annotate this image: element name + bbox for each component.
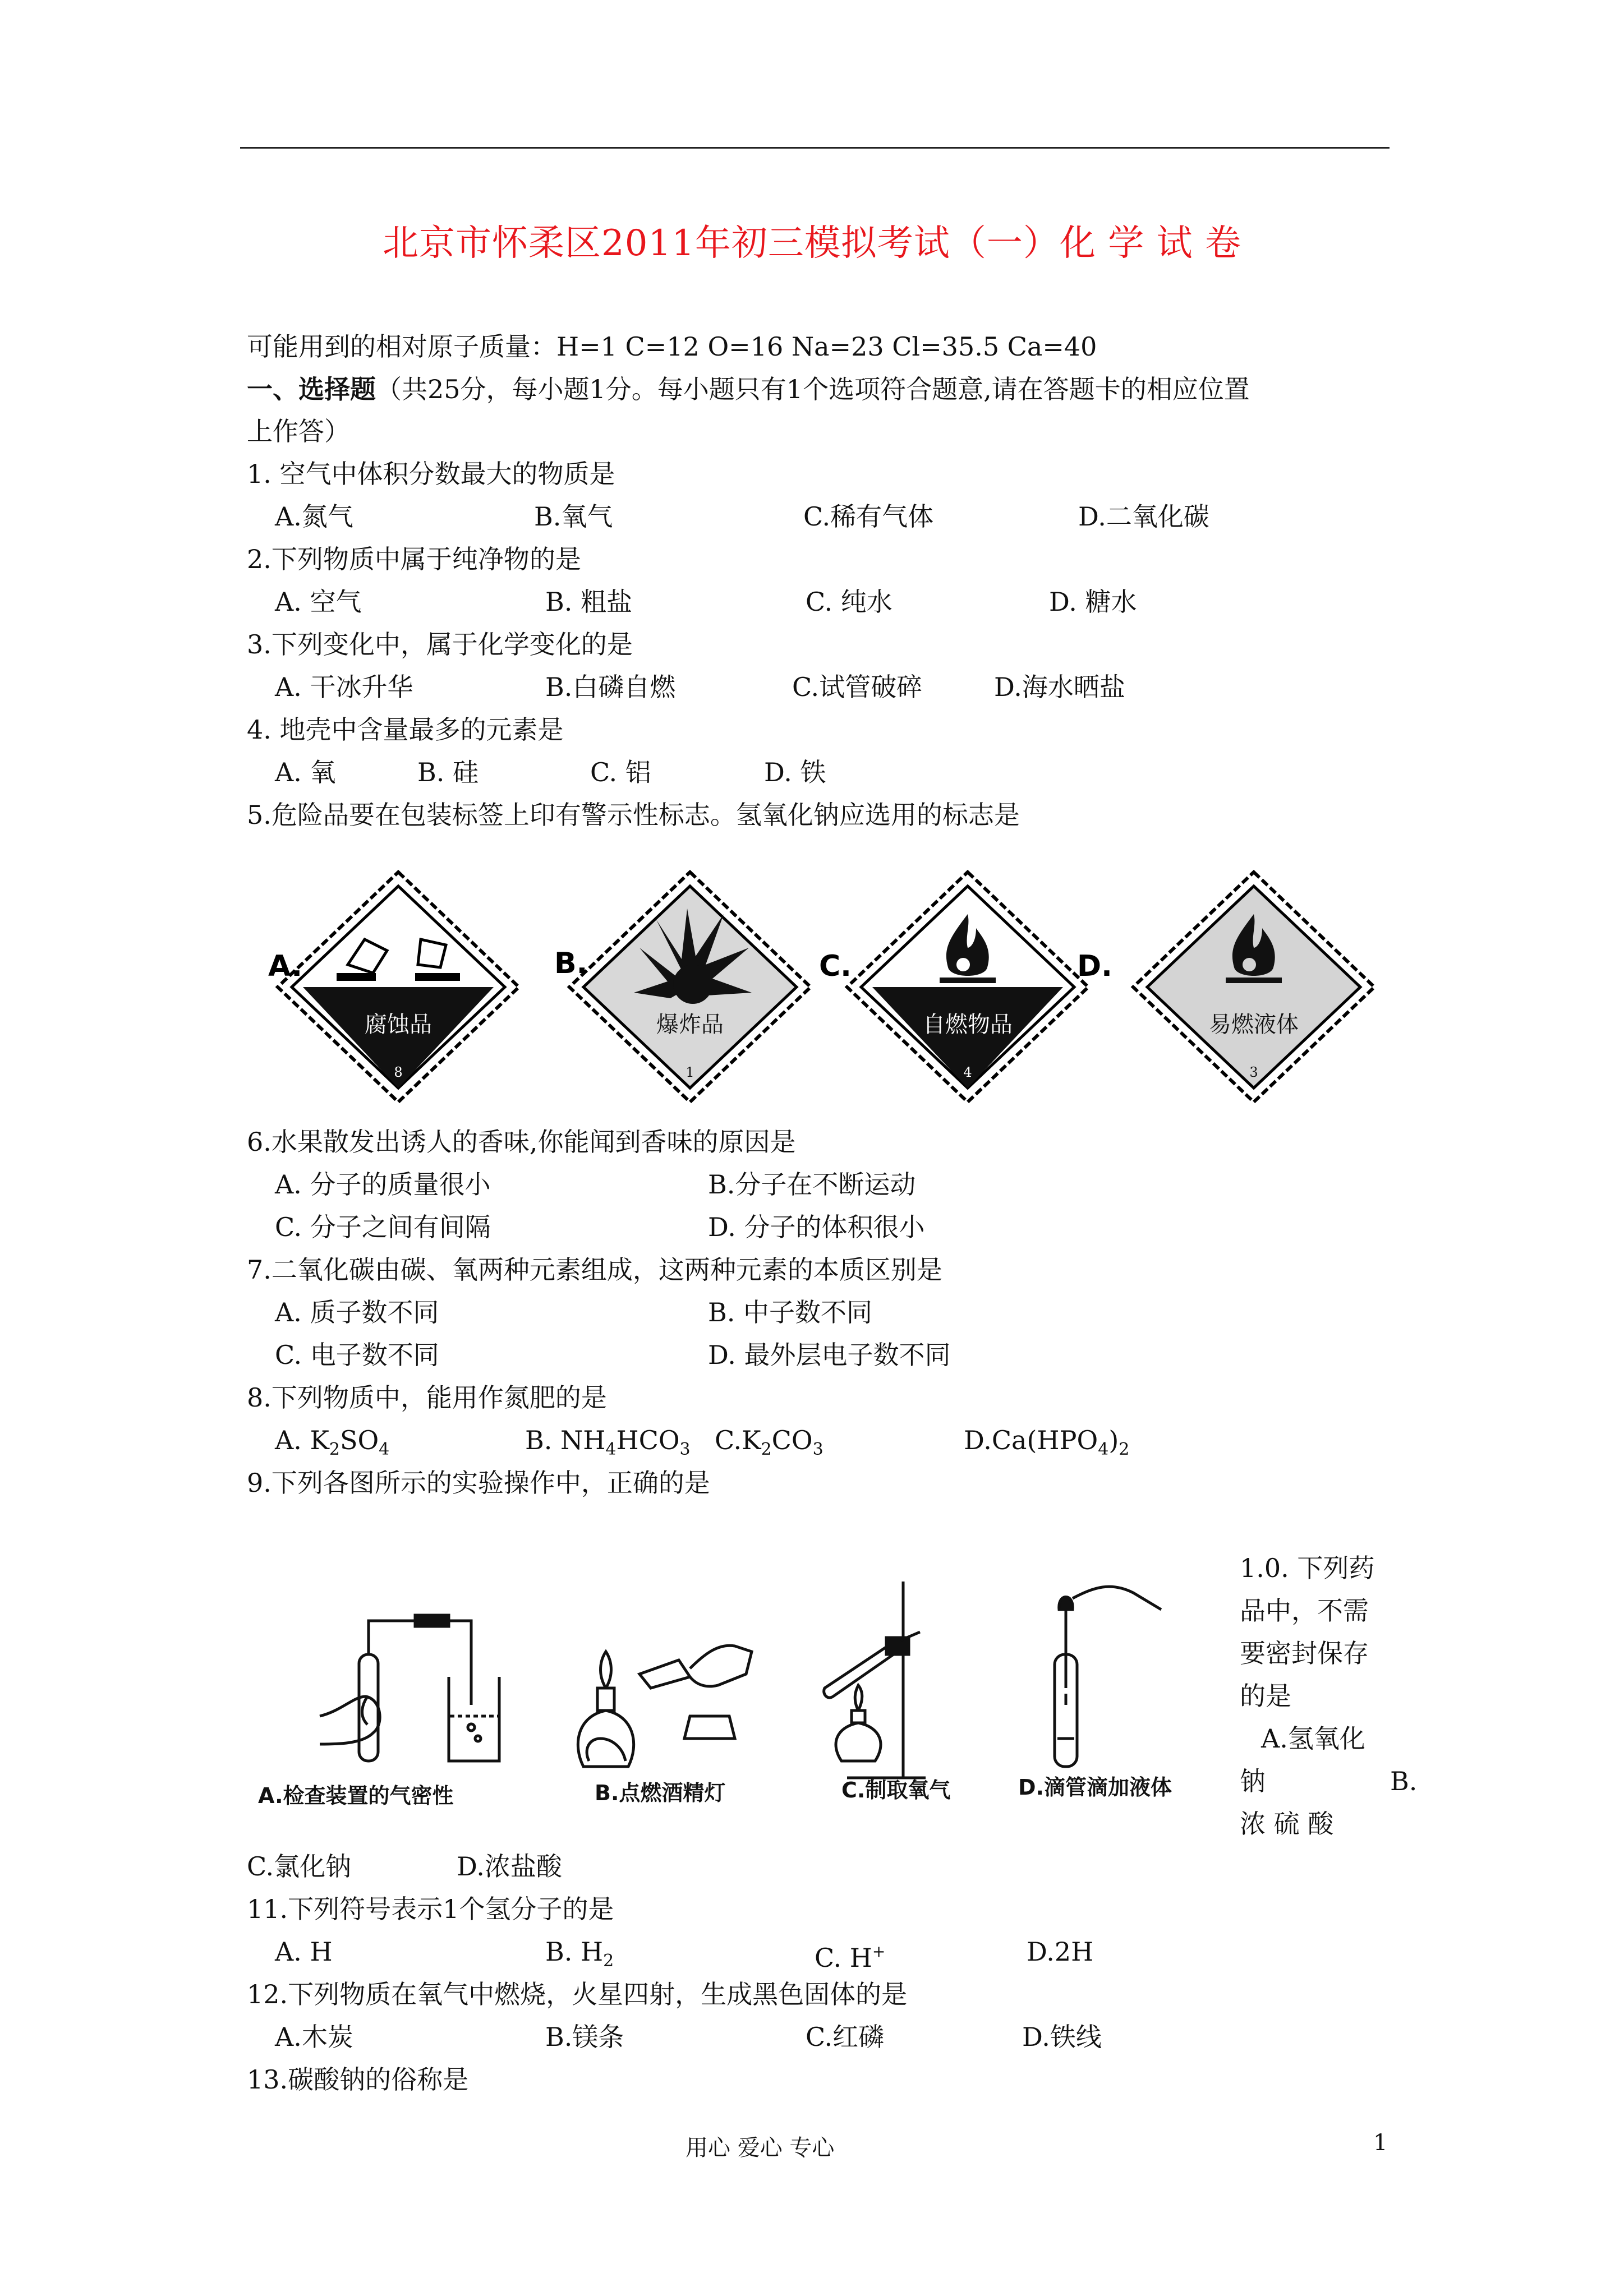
q4-option-d: D. 铁 [764, 757, 826, 787]
q1-option-c: C.稀有气体 [803, 501, 934, 532]
explosive-sign-icon [554, 872, 811, 1102]
q10-option-a: A.氢氧化 [1261, 1723, 1365, 1754]
page-footer: 用心 爱心 专心 [686, 2135, 835, 2161]
q12-option-d: D.铁线 [1022, 2022, 1102, 2052]
q8-stem: 8.下列物质中，能用作氮肥的是 [247, 1382, 607, 1413]
q2-option-d: D. 糖水 [1049, 587, 1137, 617]
q7-option-a: A. 质子数不同 [275, 1297, 439, 1327]
section1-desc: （共25分，每小题1分。每小题只有1个选项符合题意,请在答题卡的相应位置 [376, 374, 1250, 404]
sign-c-letter: C. [819, 949, 852, 983]
dropper-icon [1055, 1587, 1161, 1767]
airtightness-check-icon [320, 1615, 499, 1761]
q9-stem: 9.下列各图所示的实验操作中，正确的是 [247, 1468, 710, 1498]
q9-caption-c: C.制取氧气 [841, 1778, 951, 1802]
q1-stem: 1. 空气中体积分数最大的物质是 [247, 459, 615, 489]
q6-option-d: D. 分子的体积很小 [708, 1212, 925, 1242]
q1-option-d: D.二氧化碳 [1078, 501, 1209, 532]
q11-stem: 11.下列符号表示1个氢分子的是 [247, 1894, 614, 1924]
q10-line-1: 1.0. 下列药 [1240, 1553, 1375, 1583]
sign-a-number: 8 [394, 1064, 403, 1080]
q4-option-c: C. 铝 [590, 757, 651, 787]
q12-option-b: B.镁条 [545, 2022, 624, 2052]
q10-option-a-cont: 钠 [1240, 1766, 1266, 1796]
section1-header [247, 374, 1250, 405]
header-rule [240, 147, 1390, 149]
q3-stem: 3.下列变化中，属于化学变化的是 [247, 629, 633, 660]
q12-option-c: C.红磷 [806, 2022, 885, 2052]
page-number: 1 [1373, 2130, 1388, 2156]
sign-d-label: 易燃液体 [1209, 1012, 1299, 1038]
spontaneous-combustion-sign-icon [819, 872, 1088, 1102]
q10-line-3: 要密封保存 [1240, 1638, 1369, 1668]
q10-line-4: 的是 [1240, 1681, 1291, 1711]
sign-c-label: 自燃物品 [923, 1012, 1013, 1038]
corrosive-sign-icon [268, 872, 519, 1102]
q9-caption-b: B.点燃酒精灯 [595, 1781, 726, 1805]
q7-option-b: B. 中子数不同 [708, 1297, 873, 1327]
sign-b-label: 爆炸品 [656, 1012, 724, 1038]
sign-a-label: 腐蚀品 [365, 1012, 432, 1038]
q2-option-c: C. 纯水 [806, 587, 892, 617]
q11-option-a: A. H [275, 1937, 333, 1967]
oxygen-preparation-icon [824, 1582, 926, 1778]
q9-caption-d: D.滴管滴加液体 [1018, 1775, 1172, 1800]
page-title: 北京市怀柔区2011年初三模拟考试（一）化 学 试 卷 [383, 223, 1241, 264]
q3-option-c: C.试管破碎 [792, 672, 923, 702]
q8-option-b: B. $NH_4HCO_3$ [525, 1425, 691, 1459]
hazard-signs [264, 864, 1621, 1110]
q1-option-a: A.氮气 [275, 501, 353, 532]
q6-option-a: A. 分子的质量很小 [275, 1169, 491, 1200]
q11-option-d: D.2H [1027, 1937, 1094, 1967]
q3-option-d: D.海水晒盐 [994, 672, 1125, 702]
q10-option-b-cont: 浓 硫 酸 [1240, 1809, 1334, 1839]
q7-option-d: D. 最外层电子数不同 [708, 1340, 951, 1370]
sign-b-number: 1 [686, 1064, 694, 1080]
q7-option-c: C. 电子数不同 [275, 1340, 439, 1370]
lab-operations-figure [247, 1576, 1212, 1811]
q13-stem: 13.碳酸钠的俗称是 [247, 2064, 469, 2095]
q10-option-d: D.浓盐酸 [457, 1851, 562, 1882]
flammable-liquid-sign-icon [1077, 872, 1374, 1102]
sign-d-letter: D. [1077, 949, 1112, 983]
q12-stem: 12.下列物质在氧气中燃烧，火星四射，生成黑色固体的是 [247, 1979, 908, 2009]
q4-option-b: B. 硅 [417, 757, 479, 787]
q5-stem: 5.危险品要在包装标签上印有警示性标志。氢氧化钠应选用的标志是 [247, 800, 1020, 830]
sign-d-number: 3 [1249, 1064, 1258, 1080]
q10-option-b: B. [1390, 1766, 1418, 1796]
q2-option-b: B. 粗盐 [545, 587, 633, 617]
q1-option-b: B.氧气 [534, 501, 613, 532]
q2-option-a: A. 空气 [275, 587, 362, 617]
q4-stem: 4. 地壳中含量最多的元素是 [247, 714, 564, 745]
q6-option-b: B.分子在不断运动 [708, 1169, 916, 1200]
atomic-masses: 可能用到的相对原子质量：H=1 C=12 O=16 Na=23 Cl=35.5 Ca=40 [247, 331, 1097, 362]
q3-option-b: B.白磷自燃 [545, 672, 676, 702]
alcohol-lamp-icon [578, 1645, 752, 1767]
q9-caption-a: A.检查装置的气密性 [258, 1783, 454, 1808]
section1-desc-2: 上作答） [247, 416, 350, 446]
q7-stem: 7.二氧化碳由碳、氧两种元素组成，这两种元素的本质区别是 [247, 1255, 942, 1285]
q8-option-a: A. $K_2SO_4$ [275, 1425, 390, 1459]
q11-option-c: C. H+ [815, 1942, 886, 1973]
q6-stem: 6.水果散发出诱人的香味,你能闻到香味的原因是 [247, 1127, 796, 1157]
q10-line-2: 品中，不需 [1240, 1596, 1369, 1626]
section1-label: 一、选择题 [247, 374, 376, 404]
q3-option-a: A. 干冰升华 [275, 672, 413, 702]
sign-c-number: 4 [963, 1064, 972, 1080]
q8-option-d: $D.Ca(HPO_4)_2$ [964, 1425, 1130, 1459]
q12-option-a: A.木炭 [275, 2022, 353, 2052]
q8-option-c: $C.K_2CO_3$ [715, 1425, 823, 1459]
sign-b-letter: B. [554, 947, 588, 980]
sign-a-letter: A. [268, 949, 302, 983]
q6-option-c: C. 分子之间有间隔 [275, 1212, 491, 1242]
q11-option-b: B. $H_2$ [545, 1937, 614, 1971]
q2-stem: 2.下列物质中属于纯净物的是 [247, 544, 581, 574]
q4-option-a: A. 氧 [275, 757, 336, 787]
q10-option-c: C.氯化钠 [247, 1851, 352, 1882]
